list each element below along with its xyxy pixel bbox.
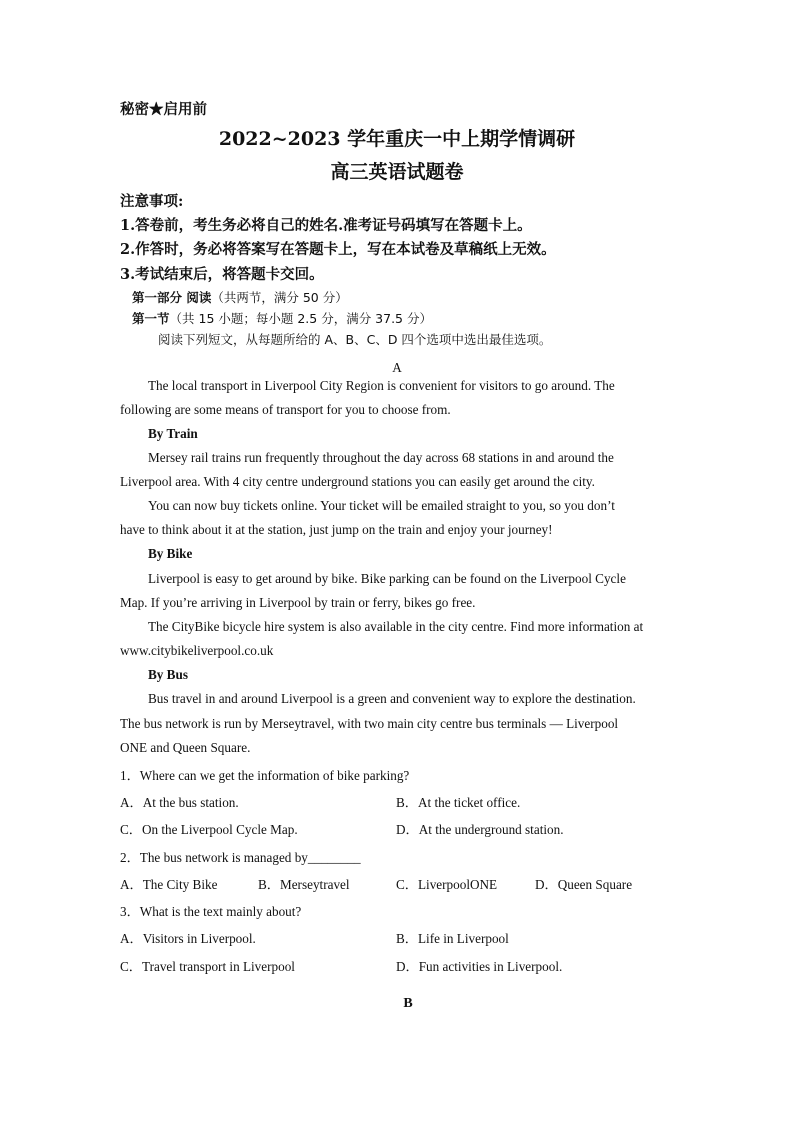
note-item-1: 1.答卷前，考生务必将自己的姓名.准考证号码填写在答题卡上。 [120, 217, 532, 234]
bike-heading: By Bike [148, 546, 193, 561]
question-2-option-a: A．The City Bike [120, 877, 218, 892]
question-2-stem: 2．The bus network is managed by________ [120, 850, 361, 865]
note-item-3: 3.考试结束后，将答题卡交回。 [120, 266, 324, 283]
bike-para1-line-1: Liverpool is easy to get around by bike. Bike parking can be found on the Liverpool Cycle [148, 571, 626, 586]
train-heading: By Train [148, 426, 198, 441]
train-para2-line-2: have to think about it at the station, just jump on the train and enjoy your journey! [120, 522, 553, 537]
bus-para-line-1: Bus travel in and around Liverpool is a green and convenient way to explore the destination. [148, 691, 636, 706]
secret-label: 秘密★启用前 [120, 101, 207, 118]
bus-para-line-2: The bus network is run by Merseytravel, with two main city centre bus terminals — Liverpool [120, 716, 619, 731]
bike-para2-line-2: www.citybikeliverpool.co.uk [120, 643, 274, 658]
passage-a-label: A [392, 360, 402, 375]
passage-b-label: B [403, 996, 413, 1011]
question-3-stem: 3．What is the text mainly about? [120, 904, 302, 919]
notes-heading: 注意事项: [120, 193, 184, 210]
question-3-option-c: C．Travel transport in Liverpool [120, 959, 295, 974]
part1-heading [132, 288, 348, 306]
train-para1-line-1: Mersey rail trains run frequently throughout the day across 68 stations in and around the [148, 450, 614, 465]
question-1-option-b: B．At the ticket office. [396, 795, 521, 810]
note-item-2: 2.作答时，务必将答案写在答题卡上，写在本试卷及草稿纸上无效。 [120, 241, 556, 258]
question-1-option-c: C．On the Liverpool Cycle Map. [120, 822, 298, 837]
train-para1-line-2: Liverpool area. With 4 city centre underground stations you can easily get around the city. [120, 474, 595, 489]
exam-subtitle: 高三英语试题卷 [330, 161, 464, 183]
train-para2-line-1: You can now buy tickets online. Your ticket will be emailed straight to you, so you don’t [148, 498, 615, 513]
question-1-option-d: D．At the underground station. [396, 822, 564, 837]
question-3-option-a: A．Visitors in Liverpool. [120, 931, 256, 946]
section1-heading-title: 第一节 [132, 311, 170, 326]
question-1-option-a: A．At the bus station. [120, 795, 239, 810]
bus-para-line-3: ONE and Queen Square. [120, 740, 251, 755]
part1-heading-detail: （共两节，满分 50 分） [211, 290, 348, 305]
bike-para1-line-2: Map. If you’re arriving in Liverpool by train or ferry, bikes go free. [120, 595, 476, 610]
part1-heading-title: 第一部分 阅读 [132, 290, 212, 305]
intro-line-1: The local transport in Liverpool City Region is convenient for visitors to go around. The [148, 378, 615, 393]
bike-para2-line-1: The CityBike bicycle hire system is also available in the city centre. Find more information at [148, 619, 644, 634]
intro-line-2: following are some means of transport for you to choose from. [120, 402, 451, 417]
instruction: 阅读下列短文，从每题所给的 A、B、C、D 四个选项中选出最佳选项。 [158, 332, 552, 347]
question-3-option-d: D．Fun activities in Liverpool. [396, 959, 563, 974]
bus-heading: By Bus [148, 667, 188, 682]
question-2-option-b: B．Merseytravel [258, 877, 350, 892]
section1-heading-detail: （共 15 小题；每小题 2.5 分，满分 37.5 分） [169, 311, 432, 326]
question-1-stem: 1．Where can we get the information of bike parking? [120, 768, 410, 783]
exam-title: 2022~2023 学年重庆一中上期学情调研 [218, 128, 576, 150]
section1-heading [132, 309, 432, 327]
question-3-option-b: B．Life in Liverpool [396, 931, 509, 946]
question-2-option-d: D．Queen Square [535, 877, 633, 892]
question-2-option-c: C．LiverpoolONE [396, 877, 498, 892]
